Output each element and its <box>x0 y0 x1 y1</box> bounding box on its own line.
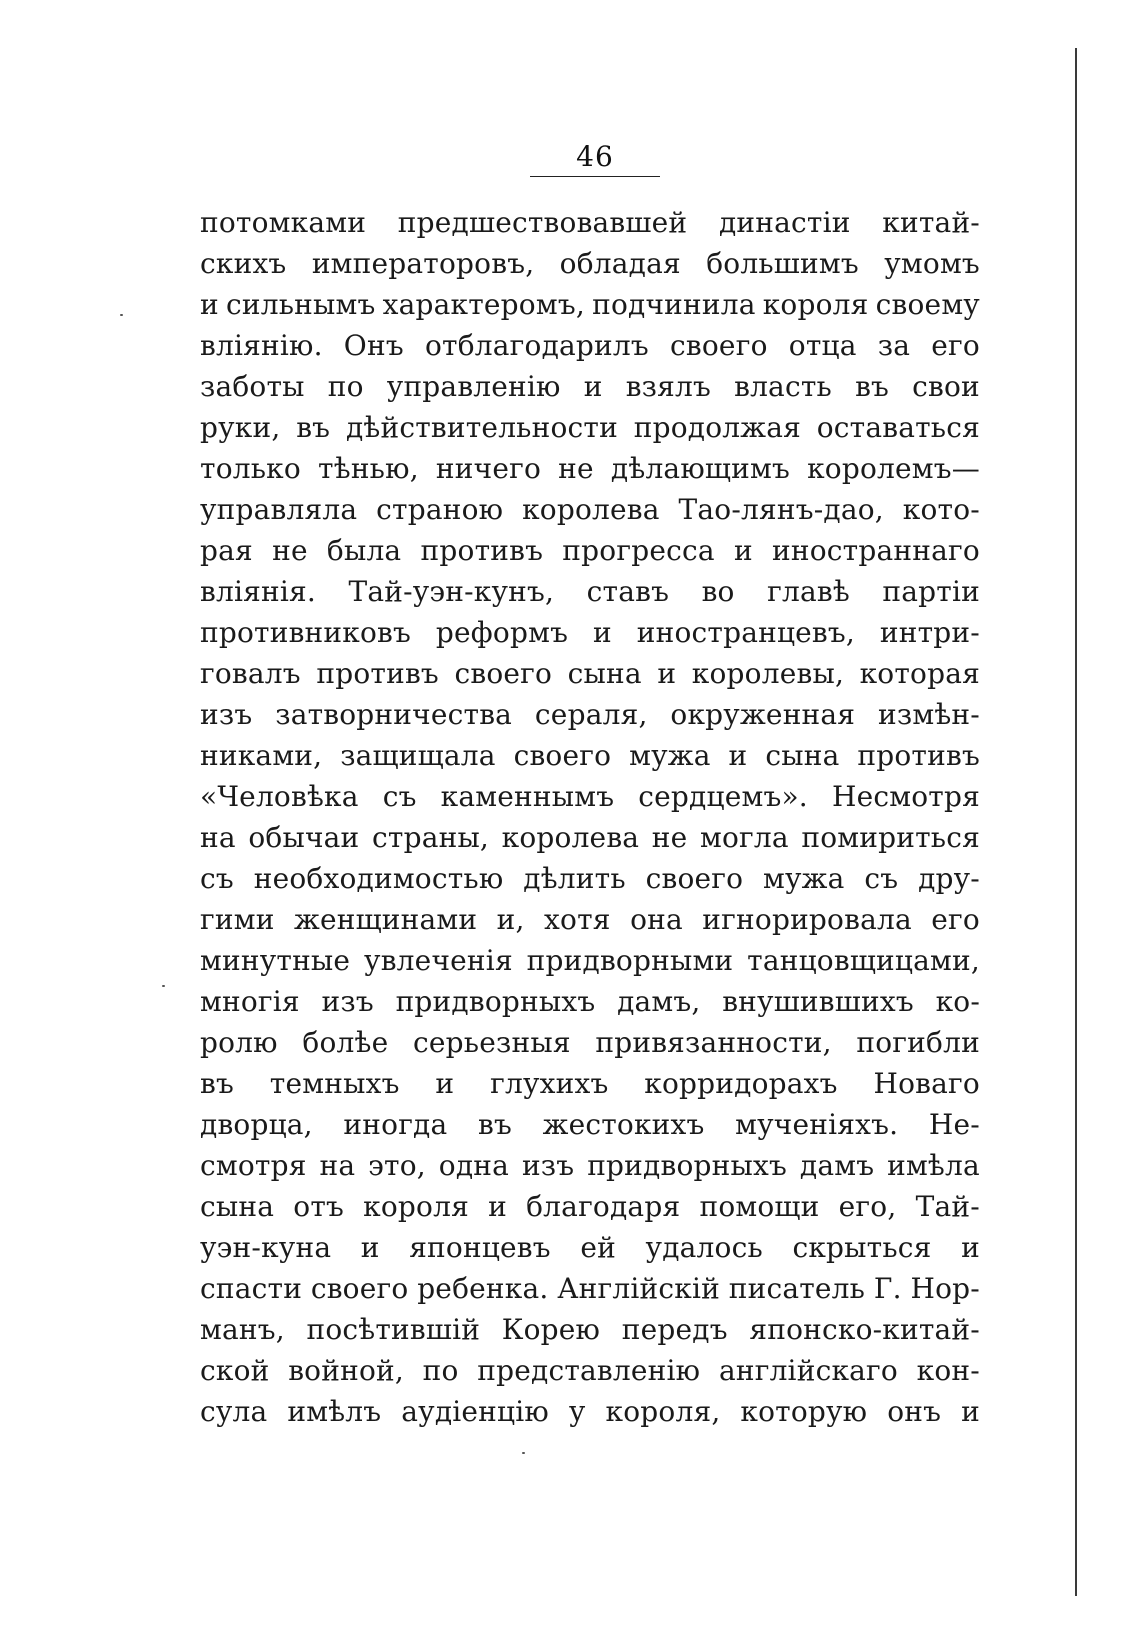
word: японцевъ <box>409 1231 551 1264</box>
text-line <box>200 571 980 612</box>
word: и <box>200 288 219 321</box>
word: ничего <box>435 452 542 485</box>
word: сильнымъ <box>225 288 376 321</box>
word: могла <box>699 821 789 854</box>
word: характеромъ, <box>382 288 585 321</box>
word: это, <box>368 1149 426 1182</box>
word: изъ <box>521 1149 575 1182</box>
word: дру- <box>918 862 980 895</box>
word: танцовщицами, <box>747 944 980 977</box>
word: не <box>558 452 594 485</box>
word: и <box>657 657 677 690</box>
word: у <box>568 1395 586 1428</box>
word: скрыться <box>792 1231 932 1264</box>
word: императоровъ, <box>311 247 535 280</box>
word: жестокихъ <box>542 1108 705 1141</box>
word: аудіенцію <box>401 1395 549 1428</box>
word: Тай- <box>915 1190 980 1223</box>
text-line <box>200 735 980 776</box>
word: партіи <box>882 575 980 608</box>
word: умомъ <box>884 247 980 280</box>
word: своего <box>310 1272 409 1305</box>
word: ребенка. <box>417 1272 549 1305</box>
scan-edge-line <box>1075 48 1077 1596</box>
word: ставъ <box>586 575 670 608</box>
word: внушившихъ <box>722 985 914 1018</box>
word: королемъ— <box>807 452 980 485</box>
body-text <box>200 202 980 1432</box>
word: съ <box>200 862 234 895</box>
word: мужа <box>763 862 845 895</box>
word: необходимостью <box>253 862 504 895</box>
word: иностранцевъ, <box>636 616 856 649</box>
word: въ <box>478 1108 512 1141</box>
word: страны, <box>372 821 490 854</box>
word: привязанности, <box>595 1026 832 1059</box>
word: дѣлающимъ <box>610 452 790 485</box>
word: мученіяхъ. <box>735 1108 899 1141</box>
word: ской <box>200 1354 270 1387</box>
word: вліянію. <box>200 329 323 362</box>
word: въ <box>200 1067 234 1100</box>
page-number: 46 <box>576 140 614 173</box>
word: благодаря <box>526 1190 681 1223</box>
text-line <box>200 489 980 530</box>
word: затворничества <box>275 698 513 731</box>
word: придворныхъ <box>587 1149 787 1182</box>
word: многія <box>200 985 300 1018</box>
word: была <box>326 534 402 567</box>
text-line <box>200 694 980 735</box>
word: которую <box>740 1395 868 1428</box>
text-line <box>200 1063 980 1104</box>
word: только <box>200 452 301 485</box>
text-line <box>200 653 980 694</box>
word: изъ <box>321 985 374 1018</box>
word: большимъ <box>706 247 859 280</box>
word: и <box>728 739 748 772</box>
word: предшествовавшей <box>397 206 688 239</box>
word: руки, <box>200 411 281 444</box>
text-line <box>200 612 980 653</box>
word: гими <box>200 903 275 936</box>
word: представленію <box>477 1354 701 1387</box>
word: королева <box>501 821 640 854</box>
word: онъ <box>887 1395 942 1428</box>
word: хотя <box>544 903 611 936</box>
word: свои <box>912 370 980 403</box>
word: дѣйствительности <box>345 411 618 444</box>
word: Г. <box>873 1272 902 1305</box>
word: и <box>583 370 603 403</box>
text-line <box>200 407 980 448</box>
word: подчинила <box>592 288 756 321</box>
word: своего <box>670 329 768 362</box>
word: кото- <box>902 493 980 526</box>
word: Корею <box>501 1313 601 1346</box>
word: спасти <box>200 1272 303 1305</box>
word: обычаи <box>248 821 360 854</box>
word: короля <box>762 288 869 321</box>
text-line <box>200 981 980 1022</box>
word: и, <box>496 903 525 936</box>
word: за <box>877 329 911 362</box>
word: которая <box>859 657 980 690</box>
word: посѣтившій <box>306 1313 481 1346</box>
scan-speck <box>522 1452 525 1454</box>
text-line <box>200 243 980 284</box>
text-line <box>200 899 980 940</box>
word: игнорировала <box>702 903 912 936</box>
word: сераля, <box>534 698 648 731</box>
word: окруженная <box>670 698 856 731</box>
word: сула <box>200 1395 268 1428</box>
text-line <box>200 1104 980 1145</box>
word: дѣлить <box>523 862 626 895</box>
text-line <box>200 940 980 981</box>
word: по <box>327 370 364 403</box>
word: удалось <box>645 1231 763 1264</box>
word: короля, <box>605 1395 721 1428</box>
word: ролю <box>200 1026 278 1059</box>
scan-speck <box>120 314 123 316</box>
word: династіи <box>718 206 851 239</box>
word: страною <box>376 493 504 526</box>
word: на <box>200 821 236 854</box>
word: прогресса <box>562 534 715 567</box>
word: мужа <box>629 739 711 772</box>
word: заботы <box>200 370 305 403</box>
word: передъ <box>621 1313 728 1346</box>
word: каменнымъ <box>440 780 615 813</box>
word: своего <box>645 862 744 895</box>
word: власть <box>734 370 832 403</box>
word: рая <box>200 534 253 567</box>
word: ей <box>580 1231 616 1264</box>
word: дамъ, <box>617 985 701 1018</box>
word: Нор- <box>910 1272 980 1305</box>
word: Тао-лянъ-дао, <box>678 493 884 526</box>
word: придворными <box>526 944 734 977</box>
word: Новаго <box>873 1067 980 1100</box>
word: отца <box>788 329 857 362</box>
text-line <box>200 202 980 243</box>
word: англійскаго <box>718 1354 898 1387</box>
text-line <box>200 1309 980 1350</box>
word: смотря <box>200 1149 307 1182</box>
word: управляла <box>200 493 358 526</box>
word: говалъ <box>200 657 301 690</box>
word: скихъ <box>200 247 287 280</box>
word: болѣе <box>302 1026 389 1059</box>
word: Несмотря <box>831 780 980 813</box>
text-line <box>200 1022 980 1063</box>
word: войной, <box>288 1354 404 1387</box>
word: своего <box>454 657 553 690</box>
word: увлеченія <box>364 944 513 977</box>
word: потомками <box>200 206 367 239</box>
text-line <box>200 325 980 366</box>
word: не <box>651 821 688 854</box>
word: измѣн- <box>878 698 980 731</box>
scan-speck <box>162 985 165 987</box>
word: темныхъ <box>269 1067 400 1100</box>
word: обладая <box>559 247 681 280</box>
word: кон- <box>916 1354 980 1387</box>
word: его, <box>838 1190 897 1223</box>
word: и <box>733 534 753 567</box>
word: и <box>435 1067 455 1100</box>
word: интри- <box>879 616 980 649</box>
text-line <box>200 1391 980 1432</box>
word: отблагодарилъ <box>424 329 649 362</box>
word: королевы, <box>691 657 845 690</box>
page-header <box>530 140 660 177</box>
word: и <box>488 1190 507 1223</box>
word: женщинами <box>293 903 478 936</box>
text-line <box>200 1268 980 1309</box>
word: серьезныя <box>413 1026 571 1059</box>
text-line <box>200 858 980 899</box>
word: Не- <box>928 1108 980 1141</box>
word: помириться <box>801 821 980 854</box>
word: уэн-куна <box>200 1231 332 1264</box>
word: имѣлъ <box>287 1395 382 1428</box>
word: японско-китай- <box>749 1313 980 1346</box>
word: оставаться <box>816 411 980 444</box>
word: противъ <box>857 739 980 772</box>
word: съ <box>382 780 417 813</box>
word: во <box>701 575 735 608</box>
word: вліянія. <box>200 575 316 608</box>
word: сердцемъ». <box>638 780 808 813</box>
word: въ <box>855 370 890 403</box>
word: погибли <box>856 1026 980 1059</box>
word: защищала <box>340 739 496 772</box>
word: противъ <box>316 657 439 690</box>
text-line <box>200 1186 980 1227</box>
word: тѣнью, <box>318 452 419 485</box>
word: Онъ <box>343 329 404 362</box>
word: одна <box>438 1149 510 1182</box>
word: манъ, <box>200 1313 285 1346</box>
word: сына <box>567 657 642 690</box>
word: противъ <box>420 534 544 567</box>
word: она <box>630 903 683 936</box>
word: не <box>272 534 308 567</box>
text-line <box>200 1227 980 1268</box>
word: и <box>592 616 612 649</box>
word: съ <box>864 862 899 895</box>
word: писатель <box>728 1272 866 1305</box>
word: корридорахъ <box>644 1067 838 1100</box>
word: и <box>360 1231 380 1264</box>
word: реформъ <box>435 616 569 649</box>
word: никами, <box>200 739 323 772</box>
text-line <box>200 284 980 325</box>
word: по <box>422 1354 459 1387</box>
text-line <box>200 366 980 407</box>
word: и <box>961 1231 980 1264</box>
word: своему <box>875 288 980 321</box>
word: иностраннаго <box>772 534 980 567</box>
word: своего <box>513 739 612 772</box>
word: иногда <box>343 1108 448 1141</box>
word: взялъ <box>625 370 712 403</box>
word: въ <box>296 411 331 444</box>
word: придворныхъ <box>395 985 596 1018</box>
word: «Человѣка <box>200 780 359 813</box>
word: сына <box>200 1190 275 1223</box>
word: королева <box>522 493 660 526</box>
word: короля <box>363 1190 469 1223</box>
word: главѣ <box>767 575 850 608</box>
text-line <box>200 448 980 489</box>
word: минутные <box>200 944 351 977</box>
word: управленію <box>386 370 561 403</box>
word: его <box>931 329 980 362</box>
word: продолжая <box>633 411 801 444</box>
text-line <box>200 1350 980 1391</box>
word: имѣла <box>887 1149 980 1182</box>
text-line <box>200 776 980 817</box>
word: дамъ <box>799 1149 875 1182</box>
word: и <box>961 1395 980 1428</box>
word: сына <box>765 739 840 772</box>
word: противниковъ <box>200 616 412 649</box>
header-rule <box>530 176 660 177</box>
word: дворца, <box>200 1108 313 1141</box>
text-line <box>200 817 980 858</box>
text-line <box>200 530 980 571</box>
word: Англійскій <box>557 1272 720 1305</box>
word: на <box>319 1149 356 1182</box>
word: ко- <box>935 985 980 1018</box>
word: его <box>931 903 980 936</box>
text-line <box>200 1145 980 1186</box>
word: изъ <box>200 698 253 731</box>
word: китай- <box>882 206 980 239</box>
word: отъ <box>293 1190 345 1223</box>
word: Тай-уэн-кунъ, <box>348 575 555 608</box>
word: глухихъ <box>490 1067 609 1100</box>
word: помощи <box>699 1190 820 1223</box>
